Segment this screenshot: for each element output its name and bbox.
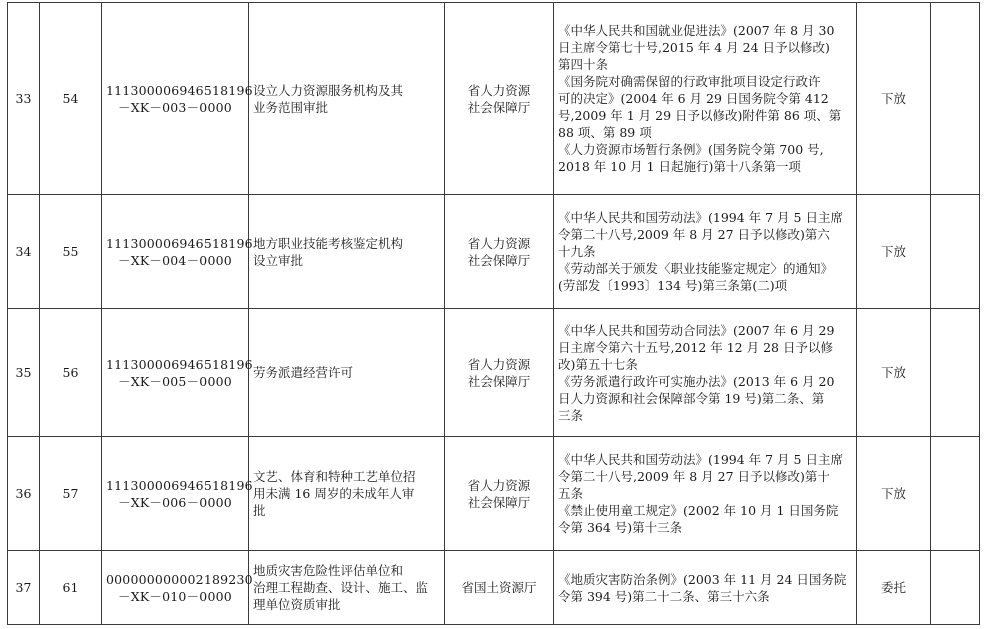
legal-basis-line: 令第二十八号,2009 年 8 月 27 日予以修改)第十	[558, 469, 830, 484]
department-cell	[445, 309, 554, 437]
item-number-cell	[40, 3, 102, 195]
item-code-line: 000000000002189230	[106, 571, 253, 587]
item-name-line: 用未满 16 周岁的未成年人审	[253, 486, 415, 501]
remark-cell	[931, 195, 980, 309]
seq-text: 37	[15, 580, 32, 595]
item-name-cell	[249, 437, 445, 551]
item-number-text: 57	[62, 486, 79, 501]
legal-basis-line: 号,2009 年 1 月 29 日予以修改)附件第 86 项、第	[558, 108, 842, 123]
item-number-cell	[40, 551, 102, 625]
item-name-line: 批	[253, 503, 266, 518]
item-name-line: 业务范围审批	[253, 99, 329, 115]
item-name-cell	[249, 551, 445, 625]
legal-basis-line: 《中华人民共和国就业促进法》(2007 年 8 月 30	[558, 23, 835, 38]
table-row	[8, 3, 980, 195]
adjustment-type-text: 下放	[880, 91, 906, 106]
table-row	[8, 195, 980, 309]
item-number-cell	[40, 195, 102, 309]
item-code-cell	[102, 551, 253, 625]
adjustment-type-cell	[857, 437, 931, 551]
legal-basis-line: 日人力资源和社会保障部令第 19 号)第二条、第	[558, 390, 825, 406]
item-number-text: 61	[62, 580, 79, 595]
item-number-cell	[40, 437, 102, 551]
seq-text: 35	[15, 365, 32, 380]
item-code-line: 111300006946518196	[106, 82, 253, 98]
item-code-line: 111300006946518196	[106, 477, 253, 493]
item-code-cell	[102, 3, 253, 195]
item-code-line: －XK－005－0000	[118, 373, 232, 389]
legal-basis-line: 日主席令第六十五号,2012 年 12 月 28 日予以修	[558, 339, 833, 355]
item-code-line: 111300006946518196	[106, 235, 253, 251]
item-code-line: －XK－006－0000	[118, 494, 232, 510]
legal-basis-line: 《劳务派遣行政许可实施办法》(2013 年 6 月 20	[558, 373, 835, 389]
table-row	[8, 437, 980, 551]
item-code-cell	[102, 195, 253, 309]
department-line: 社会保障厅	[467, 252, 531, 268]
item-name-line: 劳务派遣经营许可	[253, 365, 354, 380]
adjustment-type-text: 下放	[880, 486, 906, 501]
legal-basis-cell	[554, 437, 857, 551]
item-code-line: －XK－010－0000	[118, 588, 232, 604]
item-code-line: －XK－003－0000	[118, 99, 232, 115]
legal-basis-cell	[554, 195, 857, 309]
item-code-line: －XK－004－0000	[118, 252, 232, 268]
item-name-line: 文艺、体育和特种工艺单位招	[253, 469, 416, 484]
department-cell	[445, 551, 554, 625]
approval-items-table	[7, 2, 980, 625]
department-line: 省人力资源	[467, 82, 531, 98]
seq-cell	[8, 3, 40, 195]
legal-basis-cell	[554, 3, 857, 195]
item-number-text: 55	[62, 244, 79, 259]
seq-cell	[8, 551, 40, 625]
item-code-cell	[102, 437, 253, 551]
adjustment-type-cell	[857, 551, 931, 625]
legal-basis-line: 令第二十八号,2009 年 8 月 27 日予以修改)第六	[558, 227, 830, 242]
legal-basis-cell	[554, 551, 857, 625]
legal-basis-line: 日主席令第七十号,2015 年 4 月 24 日予以修改)	[558, 40, 830, 55]
legal-basis-line: 《中华人民共和国劳动法》(1994 年 7 月 5 日主席	[558, 452, 843, 467]
seq-text: 34	[15, 244, 32, 259]
adjustment-type-cell	[857, 195, 931, 309]
legal-basis-line: 可的决定》(2004 年 6 月 29 日国务院令第 412	[558, 91, 829, 106]
seq-cell	[8, 195, 40, 309]
adjustment-type-text: 下放	[880, 244, 906, 259]
department-line: 省人力资源	[467, 356, 531, 372]
remark-cell	[931, 437, 980, 551]
item-name-cell	[249, 195, 445, 309]
item-name-line: 理单位资质审批	[253, 597, 341, 612]
adjustment-type-cell	[857, 3, 931, 195]
adjustment-type-text: 下放	[880, 365, 906, 380]
adjustment-type-text: 委托	[880, 580, 906, 595]
legal-basis-line: 令第 394 号)第二十二条、第三十六条	[558, 588, 770, 604]
legal-basis-line: 《劳动部关于颁发〈职业技能鉴定规定〉的通知》	[558, 261, 834, 276]
department-line: 社会保障厅	[467, 373, 531, 389]
adjustment-type-cell	[857, 309, 931, 437]
department-line: 省国土资源厅	[461, 580, 537, 595]
legal-basis-line: 88 项、第 89 项	[558, 125, 652, 140]
department-line: 省人力资源	[467, 235, 531, 251]
item-number-text: 56	[62, 365, 79, 380]
legal-basis-line: 改)第五十七条	[558, 356, 638, 372]
seq-text: 36	[15, 486, 32, 501]
item-name-line: 治理工程勘查、设计、施工、监	[253, 580, 429, 595]
item-name-line: 设立人力资源服务机构及其	[253, 82, 404, 98]
legal-basis-line: 《中华人民共和国劳动合同法》(2007 年 6 月 29	[558, 322, 835, 338]
department-cell	[445, 437, 554, 551]
legal-basis-line: 十九条	[558, 244, 596, 259]
remark-cell	[931, 3, 980, 195]
seq-text: 33	[15, 91, 32, 106]
department-line: 社会保障厅	[467, 99, 531, 115]
item-code-line: 111300006946518196	[106, 356, 253, 372]
legal-basis-line: 《中华人民共和国劳动法》(1994 年 7 月 5 日主席	[558, 210, 843, 225]
seq-cell	[8, 309, 40, 437]
legal-basis-line: 三条	[558, 407, 584, 423]
legal-basis-line: (劳部发〔1993〕134 号)第三条第(二)项	[558, 278, 788, 293]
item-number-text: 54	[62, 91, 79, 106]
item-name-line: 设立审批	[253, 252, 304, 268]
legal-basis-line: 《地质灾害防治条例》(2003 年 11 月 24 日国务院	[558, 571, 847, 587]
department-line: 社会保障厅	[467, 494, 531, 510]
department-cell	[445, 3, 554, 195]
item-name-cell	[249, 3, 445, 195]
item-code-cell	[102, 309, 253, 437]
legal-basis-line: 《人力资源市场暂行条例》(国务院令第 700 号,	[558, 142, 824, 157]
legal-basis-line: 2018 年 10 月 1 日起施行)第十八条第一项	[558, 159, 801, 174]
legal-basis-cell	[554, 309, 857, 437]
remark-cell	[931, 309, 980, 437]
department-cell	[445, 195, 554, 309]
legal-basis-line: 令第 364 号)第十三条	[558, 520, 683, 535]
item-name-cell	[249, 309, 445, 437]
legal-basis-line: 第四十条	[558, 57, 609, 72]
legal-basis-line: 《禁止使用童工规定》(2002 年 10 月 1 日国务院	[558, 503, 839, 518]
table-row	[8, 309, 980, 437]
item-name-line: 地方职业技能考核鉴定机构	[253, 235, 404, 251]
legal-basis-line: 《国务院对确需保留的行政审批项目设定行政许	[558, 74, 821, 89]
seq-cell	[8, 437, 40, 551]
remark-cell	[931, 551, 980, 625]
item-name-line: 地质灾害危险性评估单位和	[253, 563, 404, 578]
table-row	[8, 551, 980, 625]
department-line: 省人力资源	[467, 477, 531, 493]
item-number-cell	[40, 309, 102, 437]
legal-basis-line: 五条	[558, 486, 584, 501]
